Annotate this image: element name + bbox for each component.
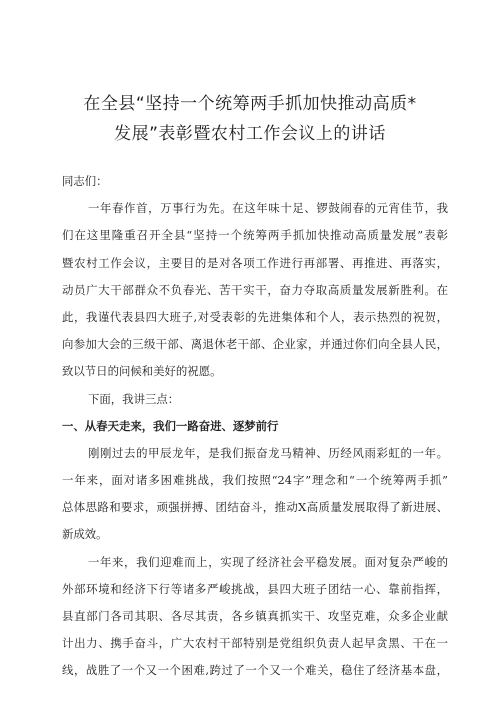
paragraph-line: 动员广大干部群众不负春光、苦干实干，奋力夺取高质量发展新胜利。在	[62, 282, 448, 297]
paragraph-line: 总体思路和要求，顽强拼搏、团结奋斗，推动X高质量发展取得了新进展、	[62, 500, 448, 515]
document-title-line-2: 发展”表彰暨农村工作会议上的讲话	[114, 124, 386, 144]
paragraph-line: 们在这里隆重召开全县“坚持一个统筹两手抓加快推动高质量发展”表彰	[62, 228, 448, 243]
document-body	[62, 168, 448, 685]
paragraph-economy	[62, 549, 448, 685]
paragraph-line: 向参加大会的三级干部、离退休老干部、企业家，并通过你们向全县人民，	[62, 337, 448, 352]
paragraph-intro-points: 下面，我讲三点：	[88, 391, 180, 406]
paragraph-line: 县直部门各司其职、各尽其责，各乡镇真抓实干、攻坚克难，众多企业献	[62, 609, 448, 623]
paragraph-line: 新成效。	[62, 527, 108, 542]
paragraph-line: 刚刚过去的甲辰龙年，是我们振奋龙马精神、历经风雨彩虹的一年。	[88, 445, 448, 460]
paragraph-line: 计出力、携手奋斗，广大农村干部特别是党组织负责人起早贪黑、干在一	[62, 636, 448, 651]
paragraph-opening	[62, 195, 448, 385]
paragraph-line: 一年春作首，万事行为先。在这年味十足、锣鼓闹春的元宵佳节，我	[88, 201, 448, 216]
paragraph-review	[62, 440, 448, 549]
document-title-line-1: 在全县“坚持一个统筹两手抓加快推动高质*	[83, 94, 417, 114]
paragraph-line: 一年来，我们迎难而上，实现了经济社会平稳发展。面对复杂严峻的	[88, 554, 448, 569]
section-heading-1: 一、从春天走来，我们一路奋进、逐梦前行	[62, 418, 279, 433]
paragraph-line: 此，我谨代表县四大班子,对受表彰的先进集体和个人，表示热烈的祝贺，	[62, 309, 448, 324]
paragraph-line: 外部环境和经济下行等诸多严峻挑战，县四大班子团结一心、靠前指挥，	[62, 581, 448, 596]
greeting: 同志们：	[62, 174, 108, 188]
paragraph-line: 暨农村工作会议，主要目的是对各项工作进行再部署、再推进、再落实，	[62, 255, 448, 270]
paragraph-line: 一年来，面对诸多困难挑战，我们按照“24字”理念和“一个统筹两手抓”	[62, 473, 448, 488]
paragraph-line: 线，战胜了一个又一个困难,跨过了一个又一个难关，稳住了经济基本盘，	[62, 663, 448, 678]
paragraph-line: 致以节日的问候和美好的祝愿。	[62, 364, 222, 379]
